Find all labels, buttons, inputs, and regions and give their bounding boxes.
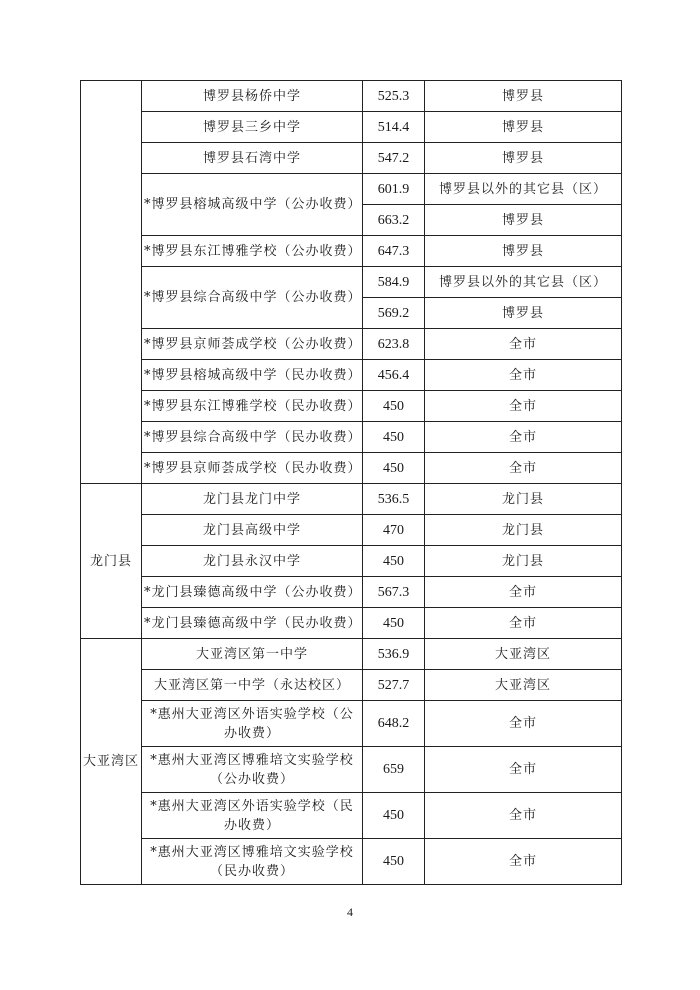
table-row — [81, 670, 622, 701]
school-name-cell: *龙门县臻德高级中学（民办收费） — [142, 608, 363, 639]
scope-cell: 全市 — [425, 453, 622, 484]
table-row — [81, 747, 622, 793]
score-cell: 456.4 — [363, 360, 425, 391]
scope-cell: 全市 — [425, 329, 622, 360]
table-row — [81, 81, 622, 112]
score-cell: 536.9 — [363, 639, 425, 670]
score-cell: 514.4 — [363, 112, 425, 143]
table-row — [81, 391, 622, 422]
school-name-cell: 博罗县石湾中学 — [142, 143, 363, 174]
score-cell: 450 — [363, 453, 425, 484]
scope-cell: 龙门县 — [425, 515, 622, 546]
school-name-cell: 大亚湾区第一中学（永达校区） — [142, 670, 363, 701]
table-row — [81, 174, 622, 205]
score-cell: 450 — [363, 546, 425, 577]
table-row — [81, 267, 622, 298]
scope-cell: 博罗县 — [425, 81, 622, 112]
scope-cell: 全市 — [425, 608, 622, 639]
school-name-cell: 龙门县龙门中学 — [142, 484, 363, 515]
scope-cell: 全市 — [425, 360, 622, 391]
school-name-cell: *博罗县综合高级中学（民办收费） — [142, 422, 363, 453]
score-cell: 536.5 — [363, 484, 425, 515]
table-row — [81, 515, 622, 546]
scope-cell: 全市 — [425, 391, 622, 422]
school-name-cell: *惠州大亚湾区博雅培文实验学校（民办收费） — [142, 839, 363, 885]
score-cell: 663.2 — [363, 205, 425, 236]
school-name-cell: 博罗县杨侨中学 — [142, 81, 363, 112]
school-name-cell: *龙门县臻德高级中学（公办收费） — [142, 577, 363, 608]
scope-cell: 博罗县 — [425, 205, 622, 236]
school-name-cell: *博罗县综合高级中学（公办收费） — [142, 267, 363, 329]
table-row — [81, 112, 622, 143]
scope-cell: 龙门县 — [425, 546, 622, 577]
scope-cell: 博罗县以外的其它县（区） — [425, 267, 622, 298]
scope-cell: 全市 — [425, 747, 622, 793]
school-name-cell: *博罗县京师荟成学校（民办收费） — [142, 453, 363, 484]
scope-cell: 全市 — [425, 701, 622, 747]
table-row — [81, 577, 622, 608]
admission-score-table — [80, 80, 622, 885]
table-row — [81, 839, 622, 885]
score-cell: 547.2 — [363, 143, 425, 174]
table-body — [81, 81, 622, 885]
school-name-cell: 龙门县永汉中学 — [142, 546, 363, 577]
table-row — [81, 701, 622, 747]
school-name-cell: *博罗县东江博雅学校（公办收费） — [142, 236, 363, 267]
region-cell — [81, 81, 142, 484]
page-number: 4 — [347, 905, 353, 919]
score-cell: 647.3 — [363, 236, 425, 267]
scope-cell: 博罗县 — [425, 298, 622, 329]
table-row — [81, 236, 622, 267]
score-cell: 450 — [363, 839, 425, 885]
school-name-cell: *博罗县榕城高级中学（公办收费） — [142, 174, 363, 236]
scope-cell: 博罗县以外的其它县（区） — [425, 174, 622, 205]
scope-cell: 博罗县 — [425, 112, 622, 143]
score-cell: 525.3 — [363, 81, 425, 112]
scope-cell: 全市 — [425, 793, 622, 839]
school-name-cell: 博罗县三乡中学 — [142, 112, 363, 143]
scope-cell: 全市 — [425, 839, 622, 885]
region-cell: 大亚湾区 — [81, 639, 142, 885]
school-name-cell: *博罗县东江博雅学校（民办收费） — [142, 391, 363, 422]
score-cell: 450 — [363, 422, 425, 453]
table-row — [81, 329, 622, 360]
scope-cell: 博罗县 — [425, 236, 622, 267]
scope-cell: 龙门县 — [425, 484, 622, 515]
score-cell: 450 — [363, 608, 425, 639]
score-cell: 648.2 — [363, 701, 425, 747]
school-name-cell: *惠州大亚湾区外语实验学校（民办收费） — [142, 793, 363, 839]
table-row — [81, 453, 622, 484]
scope-cell: 全市 — [425, 422, 622, 453]
scope-cell: 博罗县 — [425, 143, 622, 174]
score-cell: 450 — [363, 793, 425, 839]
score-cell: 527.7 — [363, 670, 425, 701]
scope-cell: 大亚湾区 — [425, 639, 622, 670]
school-name-cell: 大亚湾区第一中学 — [142, 639, 363, 670]
score-cell: 569.2 — [363, 298, 425, 329]
school-name-cell: *惠州大亚湾区博雅培文实验学校（公办收费） — [142, 747, 363, 793]
score-cell: 567.3 — [363, 577, 425, 608]
score-cell: 659 — [363, 747, 425, 793]
score-cell: 450 — [363, 391, 425, 422]
table-row — [81, 608, 622, 639]
school-name-cell: *博罗县榕城高级中学（民办收费） — [142, 360, 363, 391]
table-row — [81, 143, 622, 174]
scope-cell: 全市 — [425, 577, 622, 608]
school-name-cell: *博罗县京师荟成学校（公办收费） — [142, 329, 363, 360]
score-cell: 623.8 — [363, 329, 425, 360]
table-row — [81, 546, 622, 577]
scope-cell: 大亚湾区 — [425, 670, 622, 701]
table-row — [81, 793, 622, 839]
table-row — [81, 639, 622, 670]
table-row — [81, 484, 622, 515]
score-cell: 470 — [363, 515, 425, 546]
region-cell: 龙门县 — [81, 484, 142, 639]
score-cell: 584.9 — [363, 267, 425, 298]
table-row — [81, 422, 622, 453]
score-cell: 601.9 — [363, 174, 425, 205]
table-row — [81, 360, 622, 391]
school-name-cell: *惠州大亚湾区外语实验学校（公办收费） — [142, 701, 363, 747]
school-name-cell: 龙门县高级中学 — [142, 515, 363, 546]
